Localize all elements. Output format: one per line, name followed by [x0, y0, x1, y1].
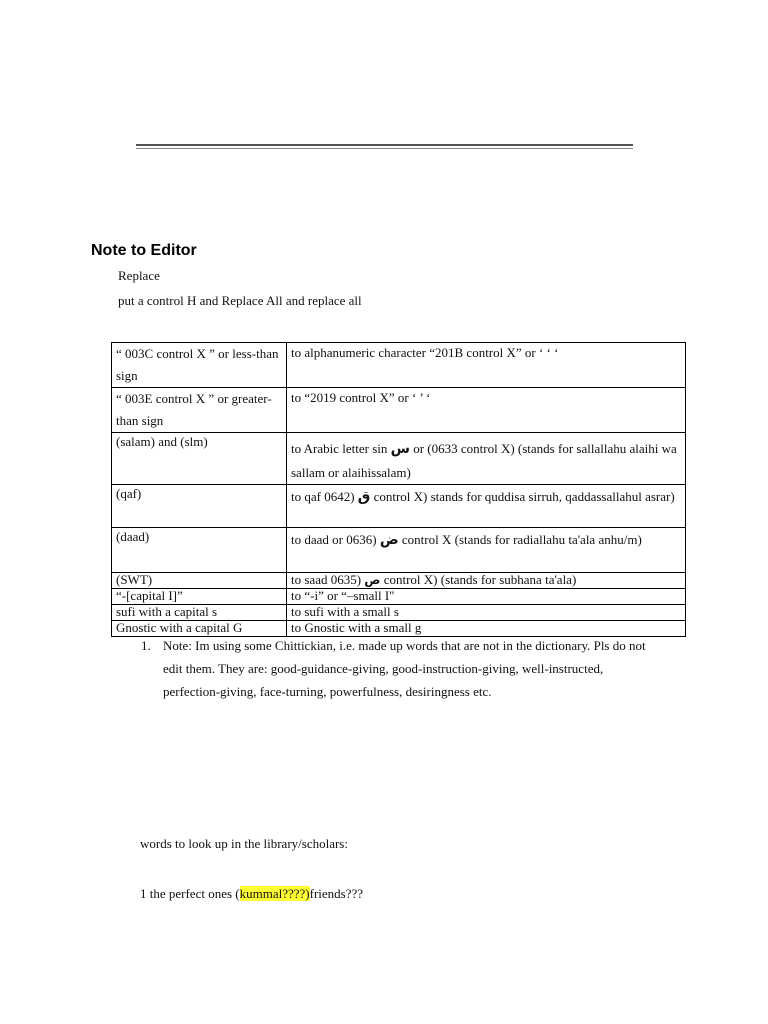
- table-cell-find: (qaf): [112, 485, 287, 528]
- lookup-title: words to look up in the library/scholars:: [140, 836, 348, 851]
- table-row: [112, 388, 686, 433]
- note-text: Note: Im using some Chittickian, i.e. made up words that are not in the dictionary. Pls do not edit them. They are: good-guidance-giving, good-instruction-giving, well-instructed, perfection-giving, face-turning, powerfulness, desiringness etc.: [163, 638, 646, 699]
- table-row: [112, 485, 686, 528]
- replace-text-before: to saad 0635): [291, 572, 362, 587]
- horizontal-rule: [136, 144, 633, 149]
- replace-text-before: to daad or 0636): [291, 532, 377, 547]
- table-cell-replace: [287, 528, 686, 573]
- replace-text-before: to Arabic letter sin: [291, 441, 388, 456]
- table-cell-find: (salam) and (slm): [112, 433, 287, 485]
- table-row: [112, 343, 686, 388]
- numbered-note: [141, 634, 661, 699]
- table-cell-replace: to sufi with a small s: [287, 605, 686, 621]
- table-cell-replace: [287, 343, 686, 388]
- table-cell-find: (daad): [112, 528, 287, 573]
- arabic-letter-daad: ض: [379, 532, 399, 548]
- table-cell-find: (SWT): [112, 573, 287, 589]
- replace-text-after: control X) stands for quddisa sirruh, qaddassallahul asrar): [373, 489, 675, 504]
- lookup-item: [140, 886, 363, 902]
- highlighted-term: kummal????): [239, 886, 310, 901]
- table-cell-replace: [287, 485, 686, 528]
- table-cell-replace: [287, 433, 686, 485]
- lookup-item-prefix: 1 the perfect ones (: [140, 886, 240, 901]
- replacement-table: [111, 342, 686, 637]
- table-cell-replace: [287, 388, 686, 433]
- replace-text-after: control X (stands for radiallahu ta'ala anhu/m): [401, 532, 642, 547]
- replace-text: to “2019 control X” or ‘ ’ ‘: [291, 390, 431, 405]
- table-row: [112, 433, 686, 485]
- note-number: 1.: [141, 638, 151, 653]
- replace-text: to alphanumeric character “201B control X” or ‘ ‘ ‘: [291, 345, 559, 360]
- replace-text-after: control X) (stands for subhana ta'ala): [383, 572, 577, 587]
- table-cell-find: “ 003C control X ” or less-than sign: [112, 343, 287, 388]
- table-cell-find: “-[capital I]”: [112, 589, 287, 605]
- arabic-letter-saad: ص: [364, 573, 381, 587]
- replace-text-after: or (0633 control X) (stands for sallallahu alaihi wa sallam or alaihissalam): [291, 441, 677, 480]
- table-cell-replace: [287, 573, 686, 589]
- table-row: [112, 605, 686, 621]
- table-cell-replace: to Gnostic with a small g: [287, 621, 686, 637]
- note-heading: Note to Editor: [91, 242, 197, 259]
- arabic-letter-qaf: ق: [357, 489, 371, 505]
- table-cell-find: “ 003E control X ” or greater-than sign: [112, 388, 287, 433]
- table-row: [112, 589, 686, 605]
- table-row: [112, 573, 686, 589]
- lookup-item-suffix: friends???: [309, 886, 364, 901]
- intro-line-replace: Replace: [118, 268, 160, 283]
- arabic-letter-sin: س: [390, 441, 410, 457]
- table-cell-find: Gnostic with a capital G: [112, 621, 287, 637]
- replace-text-before: to qaf 0642): [291, 489, 355, 504]
- intro-line-instructions: put a control H and Replace All and replace all: [118, 293, 362, 308]
- table-cell-replace: to “-i” or “–small I": [287, 589, 686, 605]
- table-row: [112, 528, 686, 573]
- table-cell-find: sufi with a capital s: [112, 605, 287, 621]
